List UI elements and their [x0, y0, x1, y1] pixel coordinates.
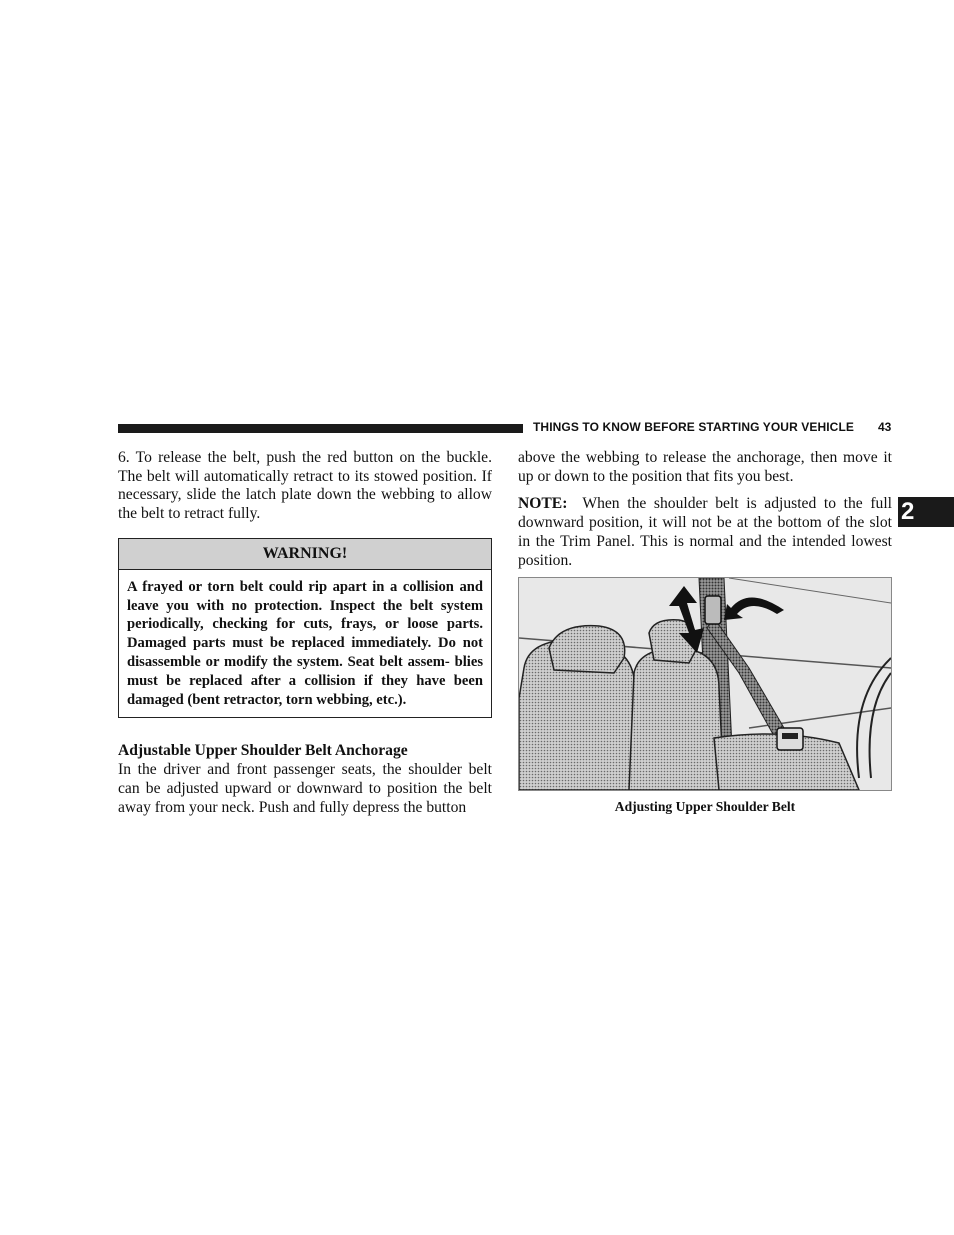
- warning-box: [118, 538, 492, 719]
- chapter-tab: 2: [898, 497, 954, 527]
- section-title: THINGS TO KNOW BEFORE STARTING YOUR VEHICLE: [533, 420, 854, 434]
- shoulder-belt-illustration: [518, 577, 892, 791]
- note-label: NOTE:: [518, 495, 568, 513]
- anchorage-heading: Adjustable Upper Shoulder Belt Anchorage: [118, 742, 408, 760]
- seat-belt-drawing: [519, 578, 891, 790]
- page-number: 43: [878, 420, 892, 434]
- right-column: [518, 449, 892, 815]
- warning-title: WARNING!: [119, 539, 491, 570]
- warning-text: A frayed or torn belt could rip apart in a collision and leave you with no protection. Inspect the belt system periodically, checking for cuts, frays, or loose parts. Damaged parts must be replaced immediately. Do not disassemble or modify the system. Seat belt assem- blies must be replaced after a collision if they have been damaged (bent retractor, torn webbing, etc.).: [127, 578, 483, 708]
- note-text: When the shoulder belt is adjusted to the full downward position, it will not be at the bottom of the slot in the Trim Panel. This is normal and the intended lowest position.: [518, 495, 892, 569]
- continuation-paragraph: above the webbing to release the anchorage, then move it up or down to the position that fits you best.: [518, 449, 892, 485]
- anchorage-paragraph: In the driver and front passenger seats, the shoulder belt can be adjusted upward or downward to position the belt away from your neck. Push and fully depress the button: [118, 761, 492, 816]
- left-column: [118, 449, 492, 817]
- release-belt-paragraph: 6. To release the belt, push the red button on the buckle. The belt will automatically retract to its stowed position. If necessary, slide the latch plate down the webbing to allow the belt to retract fully.: [118, 449, 492, 523]
- note-paragraph: [518, 495, 892, 570]
- figure-caption: Adjusting Upper Shoulder Belt: [614, 799, 796, 815]
- header-rule: [118, 424, 523, 433]
